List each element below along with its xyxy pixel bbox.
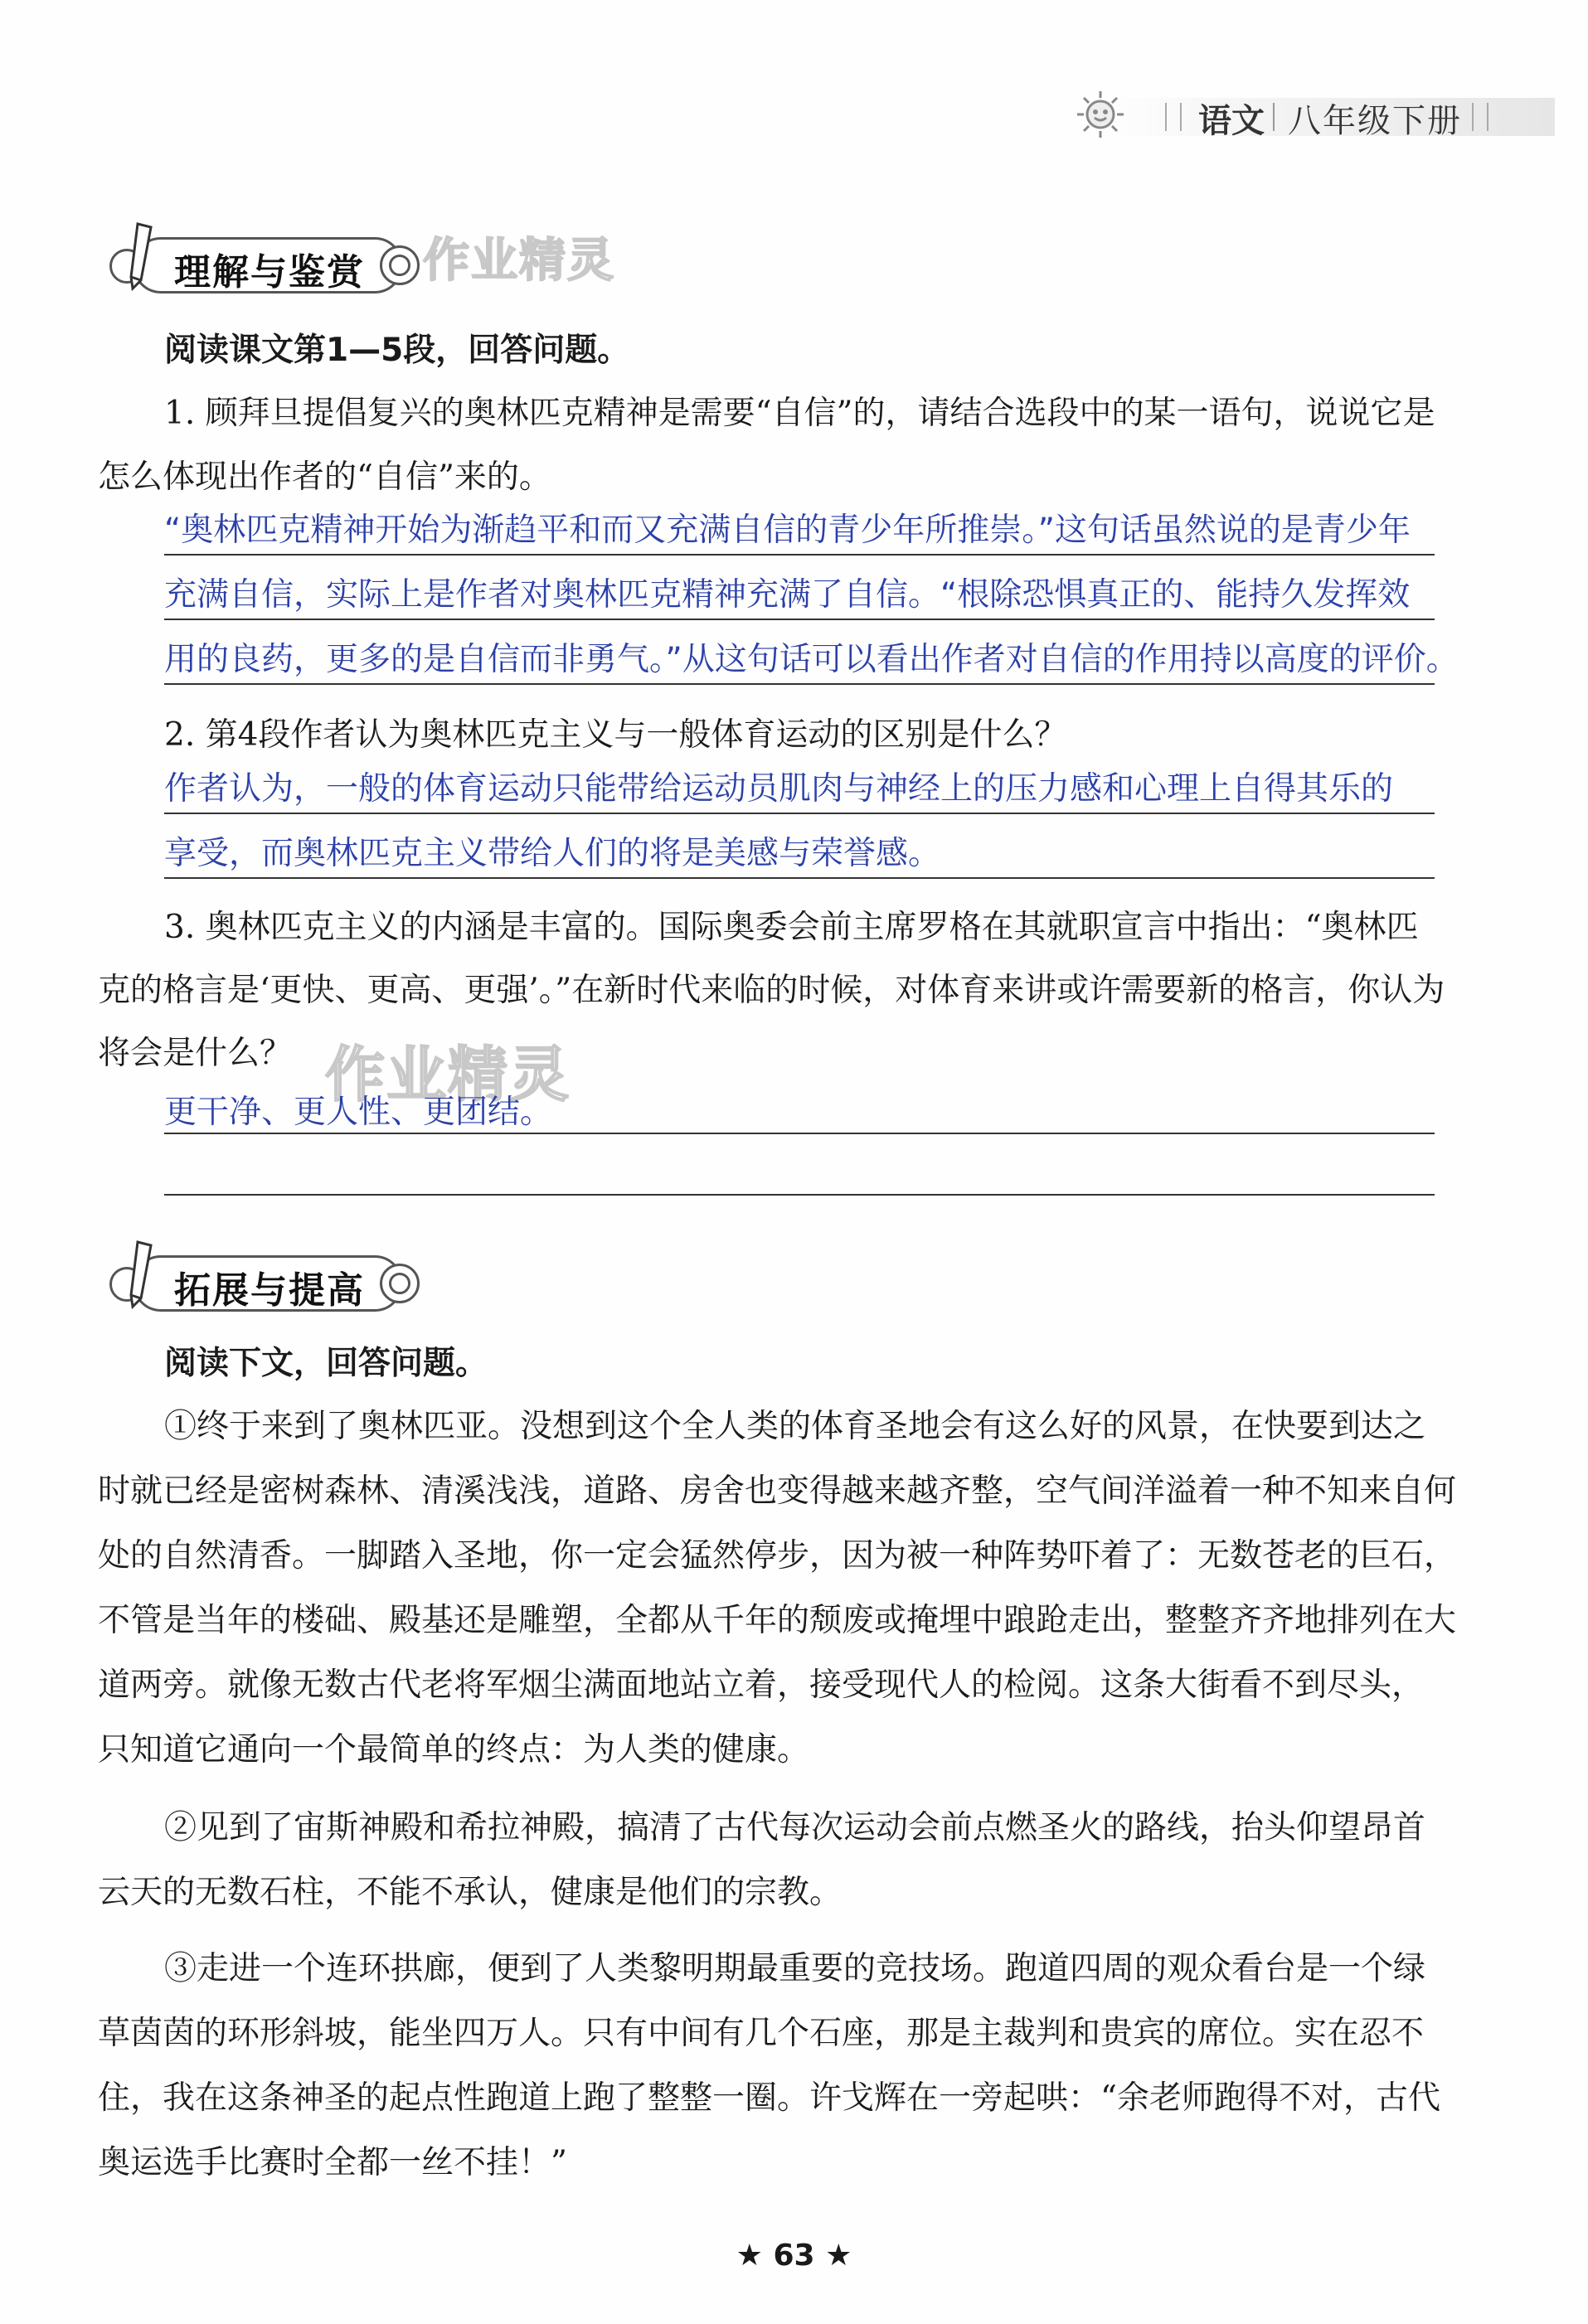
p3-line-1: ③走进一个连环拱廊，便到了人类黎明期最重要的竞技场。跑道四周的观众看台是一个绿	[164, 1950, 1426, 1987]
q1-line-1: 1. 顾拜旦提倡复兴的奥林匹克精神是需要“自信”的，请结合选段中的某一语句，说说它是	[164, 395, 1435, 432]
header-grade: 八年级下册	[1288, 102, 1462, 140]
header-separator	[1273, 103, 1275, 131]
q1-answer-line-3: 用的良药，更多的是自信而非勇气。”从这句话可以看出作者对自信的作用持以高度的评价。	[164, 641, 1459, 678]
answer-rule	[164, 877, 1435, 879]
p1-line-4: 不管是当年的楼础、殿基还是雕塑，全都从千年的颓废或掩埋中踉跄走出，整整齐齐地排列在大	[98, 1602, 1457, 1639]
q1-answer-line-1: “奥林匹克精神开始为渐趋平和而又充满自信的青少年所推崇。”这句话虽然说的是青少年	[164, 512, 1411, 549]
answer-rule	[164, 1194, 1435, 1196]
q3-line-3: 将会是什么？	[98, 1035, 293, 1072]
q1-line-2: 怎么体现出作者的“自信”来的。	[98, 458, 551, 496]
answer-rule	[164, 554, 1435, 556]
answer-rule	[164, 683, 1435, 685]
q2-answer-line-1: 作者认为，一般的体育运动只能带给运动员肌肉与神经上的压力感和心理上自得其乐的	[164, 770, 1394, 808]
watermark: 作业精灵	[325, 1040, 571, 1109]
p3-line-2: 草茵茵的环形斜坡，能坐四万人。只有中间有几个石座，那是主裁判和贵宾的席位。实在忍不	[98, 2015, 1425, 2052]
q3-line-1: 3. 奥林匹克主义的内涵是丰富的。国际奥委会前主席罗格在其就职宣言中指出：“奥林匹	[164, 909, 1419, 946]
answer-rule	[164, 619, 1435, 620]
banner-ring-icon	[380, 1264, 420, 1303]
p2-line-2: 云天的无数石柱，不能不承认，健康是他们的宗教。	[98, 1874, 843, 1911]
p1-line-6: 只知道它通向一个最简单的终点：为人类的健康。	[98, 1731, 810, 1768]
q2-answer-line-2: 享受，而奥林匹克主义带给人们的将是美感与荣誉感。	[164, 835, 941, 872]
section-banner-extension	[100, 1244, 415, 1315]
q1-answer-line-2: 充满自信，实际上是作者对奥林匹克精神充满了自信。“根除恐惧真正的、能持久发挥效	[164, 576, 1411, 614]
section-title: 拓展与提高	[174, 1269, 365, 1312]
page-header	[1024, 75, 1555, 149]
page-number: ★ 63 ★	[736, 2239, 852, 2273]
q3-line-2: 克的格言是‘更快、更高、更强’。”在新时代来临的时候，对体育来讲或许需要新的格言，你认为	[98, 972, 1445, 1009]
watermark: 作业精灵	[423, 234, 615, 288]
p2-line-1: ②见到了宙斯神殿和希拉神殿，搞清了古代每次运动会前点燃圣火的路线，抬头仰望昂首	[164, 1809, 1426, 1846]
section-banner-understanding	[100, 226, 415, 297]
header-divider	[1165, 103, 1182, 131]
banner-ring-icon	[380, 245, 420, 285]
section2-instruction: 阅读下文，回答问题。	[164, 1345, 488, 1382]
p1-line-5: 道两旁。就像无数古代老将军烟尘满面地站立着，接受现代人的检阅。这条大街看不到尽头，	[98, 1667, 1425, 1704]
p1-line-1: ①终于来到了奥林匹亚。没想到这个全人类的体育圣地会有这么好的风景，在快要到达之	[164, 1408, 1426, 1445]
p1-line-3: 处的自然清香。一脚踏入圣地，你一定会猛然停步，因为被一种阵势吓着了：无数苍老的巨石，	[98, 1537, 1457, 1574]
pencil-icon	[126, 221, 159, 295]
header-divider-right	[1472, 103, 1488, 131]
pencil-icon	[126, 1239, 159, 1313]
section1-instruction: 阅读课文第1—5段，回答问题。	[164, 332, 630, 369]
p3-line-4: 奥运选手比赛时全都一丝不挂！”	[98, 2144, 567, 2181]
p3-line-3: 住，我在这条神圣的起点性跑道上跑了整整一圈。许戈辉在一旁起哄：“余老师跑得不对，古代	[98, 2079, 1440, 2117]
answer-rule	[164, 813, 1435, 814]
header-subject: 语文	[1198, 102, 1265, 140]
q2-line-1: 2. 第4段作者认为奥林匹克主义与一般体育运动的区别是什么？	[164, 716, 1067, 754]
p1-line-2: 时就已经是密树森林、清溪浅浅，道路、房舍也变得越来越齐整，空气间洋溢着一种不知来自何	[98, 1473, 1457, 1510]
section-title: 理解与鉴赏	[174, 251, 365, 294]
answer-rule	[164, 1133, 1435, 1134]
sun-icon	[1074, 88, 1127, 141]
q3-answer-line-1: 更干净、更人性、更团结。	[164, 1094, 553, 1131]
